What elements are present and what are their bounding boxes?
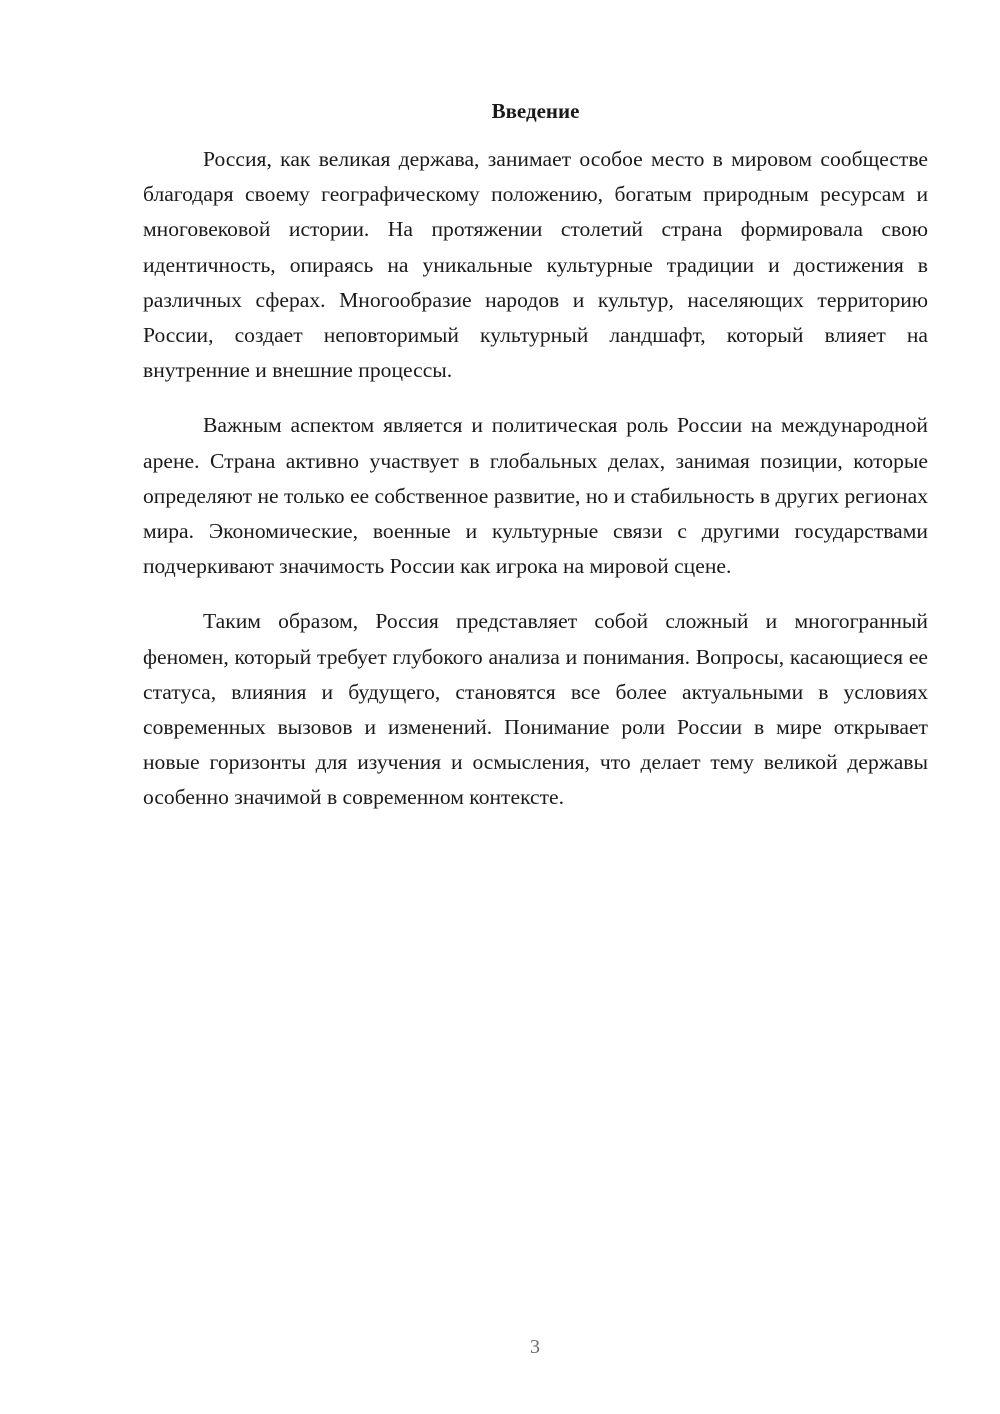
paragraph-3: Таким образом, Россия представляет собой сложный и многогранный феномен, который требует глубокого анализа и понимания. Вопросы, касающиеся ее статуса, влияния и будущего, становятся все более актуальными в условиях современных вызовов и изменений. Понимание роли России в мире открывает новые горизонты для изучения и осмысления, что делает тему великой державы особенно значимой в современном контексте.	[143, 609, 928, 810]
paragraph-2: Важным аспектом является и политическая роль России на международной арене. Страна активно участвует в глобальных делах, занимая позиции, которые определяют не только ее собственное развитие, но и стабильность в других регионах мира. Экономические, военные и культурные связи с другими государствами подчеркивают значимость России как игрока на мировой сцене.	[143, 413, 928, 579]
document-body	[143, 96, 928, 816]
page-number: 3	[530, 1336, 540, 1358]
paragraph-1: Россия, как великая держава, занимает особое место в мировом сообществе благодаря своему географическому положению, богатым природным ресурсам и многовековой истории. На протяжении столетий страна формировала свою идентичность, опираясь на уникальные культурные традиции и достижения в различных сферах. Многообразие народов и культур, населяющих территорию России, создает неповторимый культурный ландшафт, который влияет на внутренние и внешние процессы.	[143, 147, 928, 383]
section-heading: Введение	[491, 99, 580, 123]
